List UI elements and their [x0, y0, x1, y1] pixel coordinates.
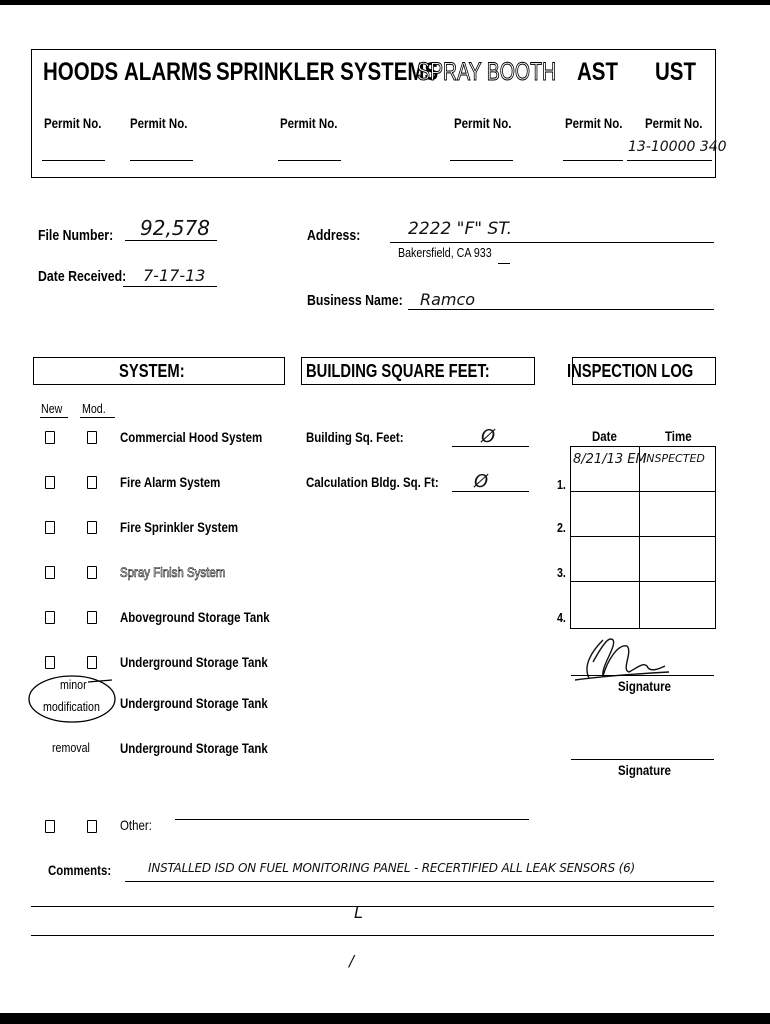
- inspection-row-line-3: [570, 581, 715, 582]
- mod-checkbox-spray[interactable]: [87, 566, 97, 579]
- bldg-sq-feet-label: Building Sq. Feet:: [306, 429, 404, 445]
- header-spray-booth: SPRAY BOOTH: [417, 58, 557, 86]
- address-value: 2222 "F" ST.: [408, 219, 513, 239]
- calc-bldg-sq-ft-value: Ø: [474, 471, 489, 492]
- system-commercial-hood: Commercial Hood System: [120, 429, 263, 445]
- inspection-row-num-3: 3.: [557, 565, 566, 580]
- permit-label-alarms: Permit No.: [130, 115, 188, 131]
- inspection-row-num-2: 2.: [557, 520, 566, 535]
- permit-label-ust: Permit No.: [645, 115, 703, 131]
- mod-checkbox-sprinkler[interactable]: [87, 521, 97, 534]
- signature-line-1[interactable]: [571, 675, 714, 676]
- signature-line-2[interactable]: [571, 759, 714, 760]
- mod-checkbox-underground[interactable]: [87, 656, 97, 669]
- stray-mark: /: [349, 952, 355, 970]
- inspection-log-table: [570, 446, 716, 629]
- system-underground-tank-2: Underground Storage Tank: [120, 695, 268, 711]
- permit-line-alarms[interactable]: [130, 160, 193, 161]
- permit-label-spray: Permit No.: [454, 115, 512, 131]
- scan-border-bottom: [0, 1013, 770, 1024]
- header-hoods: HOODS: [43, 58, 119, 86]
- new-checkbox-spray[interactable]: [45, 566, 55, 579]
- system-aboveground-tank: Aboveground Storage Tank: [120, 609, 270, 625]
- mod-checkbox-other[interactable]: [87, 820, 97, 833]
- new-checkbox-alarm[interactable]: [45, 476, 55, 489]
- system-underground-tank-3: Underground Storage Tank: [120, 740, 268, 756]
- other-line[interactable]: [175, 819, 529, 820]
- new-checkbox-underground[interactable]: [45, 656, 55, 669]
- date-received-label: Date Received:: [38, 268, 127, 285]
- business-name-label: Business Name:: [307, 292, 403, 309]
- inspection-table-divider: [639, 446, 640, 629]
- system-spray-finish: Spray Finish System: [120, 564, 226, 580]
- permit-label-hoods: Permit No.: [44, 115, 102, 131]
- building-section-title: BUILDING SQUARE FEET:: [301, 357, 535, 385]
- comments-text-1: INSTALLED ISD ON FUEL MONITORING PANEL - RECERTIFIED ALL LEAK SENSORS (6): [148, 861, 636, 875]
- system-fire-alarm: Fire Alarm System: [120, 474, 221, 490]
- minor-label: minor: [60, 677, 87, 692]
- inspection-log-title: INSPECTION LOG: [572, 357, 716, 385]
- calc-bldg-sq-ft-line[interactable]: [452, 491, 529, 492]
- bldg-sq-feet-value: Ø: [481, 426, 496, 447]
- comments-label: Comments:: [48, 862, 112, 878]
- new-column-label: New: [41, 401, 63, 416]
- file-number-label: File Number:: [38, 227, 114, 244]
- date-received-value: 7-17-13: [143, 266, 206, 285]
- mod-column-label: Mod.: [82, 401, 106, 416]
- comments-line-1[interactable]: [125, 881, 714, 882]
- system-section-title: SYSTEM:: [33, 357, 285, 385]
- permit-line-ust[interactable]: [627, 160, 712, 161]
- new-checkbox-other[interactable]: [45, 820, 55, 833]
- permit-line-ast[interactable]: [563, 160, 623, 161]
- inspection-row-1-date: 8/21/13 EM: [573, 452, 647, 467]
- address-label: Address:: [307, 227, 361, 244]
- calc-bldg-sq-ft-label: Calculation Bldg. Sq. Ft:: [306, 474, 439, 490]
- mod-column-underline: [80, 417, 115, 418]
- inspection-row-line-1: [570, 491, 715, 492]
- header-ust: UST: [655, 58, 696, 86]
- file-number-line[interactable]: [125, 240, 217, 241]
- ust-permit-value: 13-10000 340: [628, 139, 727, 155]
- system-fire-sprinkler: Fire Sprinkler System: [120, 519, 239, 535]
- comments-line-2[interactable]: [31, 906, 714, 907]
- mod-checkbox-alarm[interactable]: [87, 476, 97, 489]
- new-checkbox-aboveground[interactable]: [45, 611, 55, 624]
- new-checkbox-sprinkler[interactable]: [45, 521, 55, 534]
- comments-line-3[interactable]: [31, 935, 714, 936]
- inspection-date-header: Date: [592, 428, 617, 444]
- permit-label-sprinkler: Permit No.: [280, 115, 338, 131]
- header-sprinkler-systems: SPRINKLER SYSTEMS: [216, 58, 439, 86]
- inspection-row-num-4: 4.: [557, 610, 566, 625]
- other-label: Other:: [120, 817, 152, 833]
- modification-label: modification: [43, 699, 100, 714]
- header-alarms: ALARMS: [124, 58, 212, 86]
- removal-label: removal: [52, 740, 90, 755]
- date-received-line[interactable]: [123, 286, 217, 287]
- permit-label-ast: Permit No.: [565, 115, 623, 131]
- file-number-value: 92,578: [140, 216, 210, 240]
- permit-line-sprinkler[interactable]: [278, 160, 341, 161]
- header-ast: AST: [577, 58, 618, 86]
- address-line[interactable]: [390, 242, 714, 243]
- permit-line-hoods[interactable]: [42, 160, 105, 161]
- scan-border-top: [0, 0, 770, 5]
- mod-checkbox-aboveground[interactable]: [87, 611, 97, 624]
- comments-line-2-mark: L: [354, 903, 363, 922]
- signature-label-1: Signature: [618, 678, 671, 694]
- inspection-row-1-time: INSPECTED: [643, 452, 705, 465]
- inspection-time-header: Time: [665, 428, 692, 444]
- address-city-underline: [498, 263, 510, 264]
- inspection-row-line-2: [570, 536, 715, 537]
- business-name-value: Ramco: [420, 290, 476, 309]
- address-city: Bakersfield, CA 933: [398, 245, 492, 260]
- new-checkbox-hood[interactable]: [45, 431, 55, 444]
- new-column-underline: [40, 417, 68, 418]
- mod-checkbox-hood[interactable]: [87, 431, 97, 444]
- business-name-line[interactable]: [408, 309, 714, 310]
- system-underground-tank-1: Underground Storage Tank: [120, 654, 268, 670]
- inspection-row-num-1: 1.: [557, 477, 566, 492]
- permit-line-spray[interactable]: [450, 160, 513, 161]
- signature-label-2: Signature: [618, 762, 671, 778]
